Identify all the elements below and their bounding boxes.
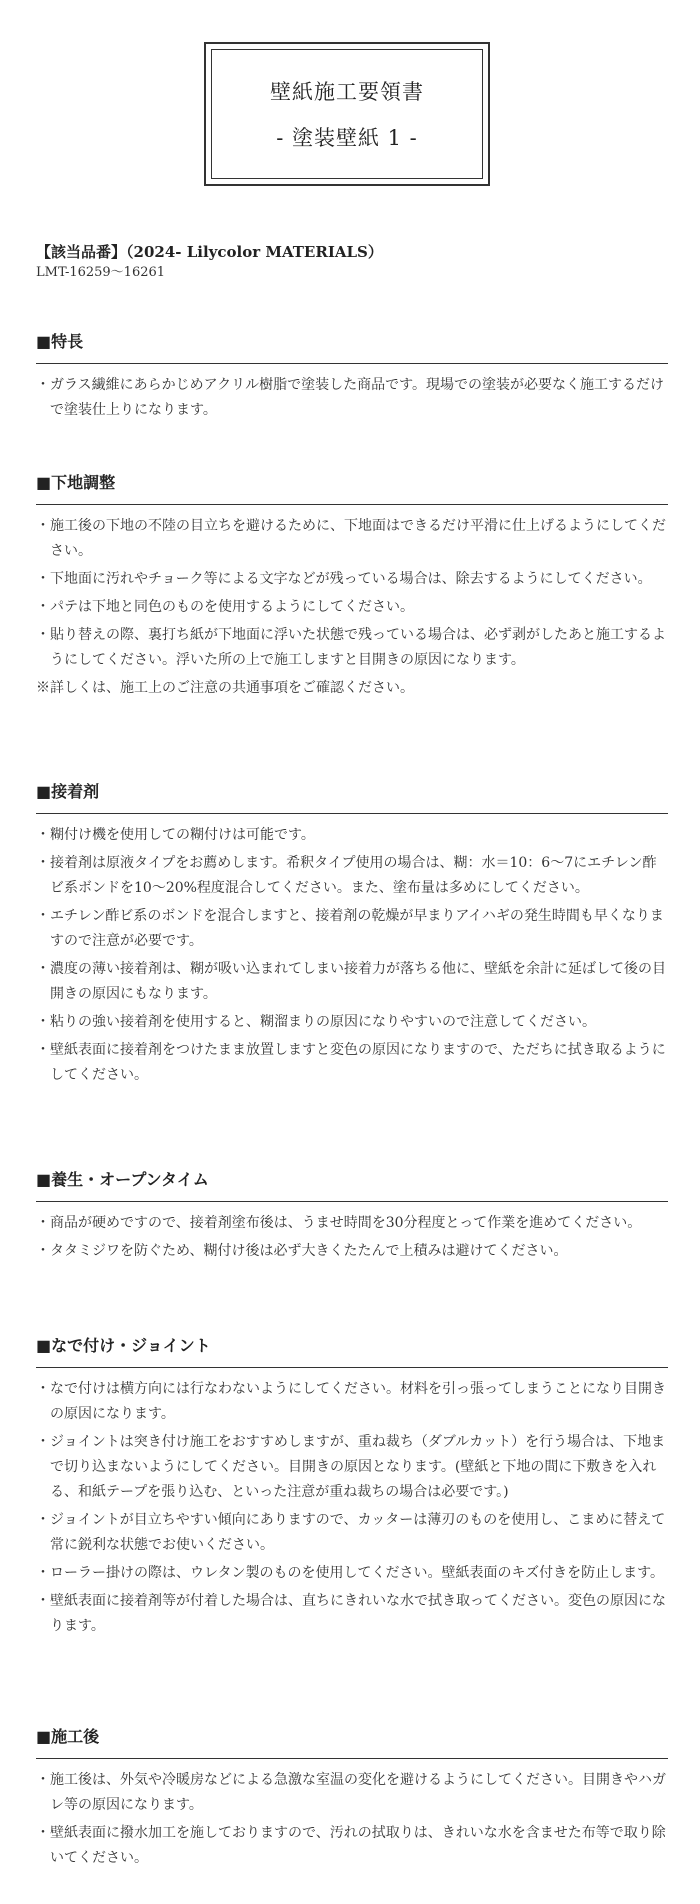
list-item: ・ 施工後は、外気や冷暖房などによる急激な室温の変化を避けるようにしてください。目開きやハガレ等の原因になります。 [36,1768,668,1818]
list-item: ・ 接着剤は原液タイプをお薦めします。希釈タイプ使用の場合は、糊：水＝10：6～7にエチレン酢ビ系ボンドを10～20%程度混合してください。また、塗布量は多めにしてください。 [36,851,668,901]
list-item: ・ タタミジワを防ぐため、糊付け後は必ず大きくたたんで上積みは避けてください。 [36,1239,668,1264]
item-list [36,823,668,1088]
list-item: ・ ガラス繊維にあらかじめアクリル樹脂で塗装した商品です。現場での塗装が必要なく施工するだけで塗装仕上りになります。 [36,373,668,423]
bullet-icon: ・ [36,518,50,534]
bullet-icon: ・ [36,1825,50,1841]
section-adhesive [36,780,668,1091]
list-item: ・ 商品が硬めですので、接着剤塗布後は、うませ時間を30分程度とって作業を進めてください。 [36,1211,668,1236]
list-item: ・ ジョイントは突き付け施工をおすすめしますが、重ね裁ち（ダブルカット）を行う場合は、下地まで切り込まないようにしてください。目開きの原因となります。(壁紙と下地の間に下敷きを入れる、和紙テープを張り込む、といった注意が重ね裁ちの場合は必要です。) [36,1430,668,1505]
item-list [36,1768,668,1871]
list-item: ・ エチレン酢ビ系のボンドを混合しますと、接着剤の乾燥が早まりアイハギの発生時間も早くなりますので注意が必要です。 [36,904,668,954]
list-item: ・ 濃度の薄い接着剤は、糊が吸い込まれてしまい接着力が落ちる他に、壁紙を余計に延ばして後の目開きの原因にもなります。 [36,957,668,1007]
item-list [36,373,668,423]
bullet-icon: ・ [36,1381,50,1397]
section-after-installation [36,1725,668,1874]
bullet-icon: ・ [36,827,50,843]
bullet-icon: ・ [36,1772,50,1788]
bullet-icon: ・ [36,571,50,587]
bullet-icon: ・ [36,377,50,393]
list-item: ・ パテは下地と同色のものを使用するようにしてください。 [36,595,668,620]
list-item: ・ 施工後の下地の不陸の目立ちを避けるために、下地面はできるだけ平滑に仕上げるようにしてください。 [36,514,668,564]
document-title-inner-frame [211,49,483,179]
section-title: ■接着剤 [36,780,668,814]
section-title: ■養生・オープンタイム [36,1168,668,1202]
bullet-icon: ・ [36,855,50,871]
list-item: ・ 糊付け機を使用しての糊付けは可能です。 [36,823,668,848]
list-item: ・ なで付けは横方向には行なわないようにしてください。材料を引っ張ってしまうことになり目開きの原因になります。 [36,1377,668,1427]
section-title: ■施工後 [36,1725,668,1759]
product-label: 【該当品番】 [36,243,127,261]
bullet-icon: ・ [36,1512,50,1528]
product-codes: LMT-16259～16261 [36,265,166,280]
section-features [36,330,668,426]
bullet-icon: ・ [36,627,50,643]
list-item: ・ ローラー掛けの際は、ウレタン製のものを使用してください。壁紙表面のキズ付きを防止します。 [36,1561,668,1586]
bullet-icon: ・ [36,1215,50,1231]
bullet-icon: ・ [36,1042,50,1058]
bullet-icon: ・ [36,908,50,924]
reference-note: ※詳しくは、施工上のご注意の共通事項をご確認ください。 [36,680,414,696]
bullet-icon: ・ [36,961,50,977]
item-list [36,514,668,673]
document-title-box [204,42,490,186]
list-item: ・ 壁紙表面に接着剤をつけたまま放置しますと変色の原因になりますので、ただちに拭き取るようにしてください。 [36,1038,668,1088]
bullet-icon: ・ [36,1434,50,1450]
product-heading [36,241,676,263]
bullet-icon: ・ [36,1593,50,1609]
section-curing-open-time [36,1168,668,1267]
document-subtitle: - 塗装壁紙 1 - [276,126,418,150]
list-item: ・ 壁紙表面に撥水加工を施しておりますので、汚れの拭取りは、きれいな水を含ませた布等で取り除いてください。 [36,1821,668,1871]
section-title: ■なで付け・ジョイント [36,1334,668,1368]
section-title: ■特長 [36,330,668,364]
bullet-icon: ・ [36,1565,50,1581]
list-item: ・ 貼り替えの際、裏打ち紙が下地面に浮いた状態で残っている場合は、必ず剥がしたあと施工するようにしてください。浮いた所の上で施工しますと目開きの原因になります。 [36,623,668,673]
product-info [36,241,676,283]
product-series: （2024- Lilycolor MATERIALS） [126,243,383,261]
item-list [36,1377,668,1639]
bullet-icon: ・ [36,1014,50,1030]
list-item: ・ 壁紙表面に接着剤等が付着した場合は、直ちにきれいな水で拭き取ってください。変色の原因になります。 [36,1589,668,1639]
bullet-icon: ・ [36,1243,50,1259]
document-title: 壁紙施工要領書 [270,80,424,104]
list-item: ・ 粘りの強い接着剤を使用すると、糊溜まりの原因になりやすいので注意してください。 [36,1010,668,1035]
section-substrate-preparation [36,471,668,701]
item-list [36,1211,668,1264]
list-item: ・ ジョイントが目立ちやすい傾向にありますので、カッターは薄刃のものを使用し、こまめに替えて常に鋭利な状態でお使いください。 [36,1508,668,1558]
list-item: ・ 下地面に汚れやチョーク等による文字などが残っている場合は、除去するようにしてください。 [36,567,668,592]
section-smoothing-joint [36,1334,668,1642]
bullet-icon: ・ [36,599,50,615]
section-title: ■下地調整 [36,471,668,505]
